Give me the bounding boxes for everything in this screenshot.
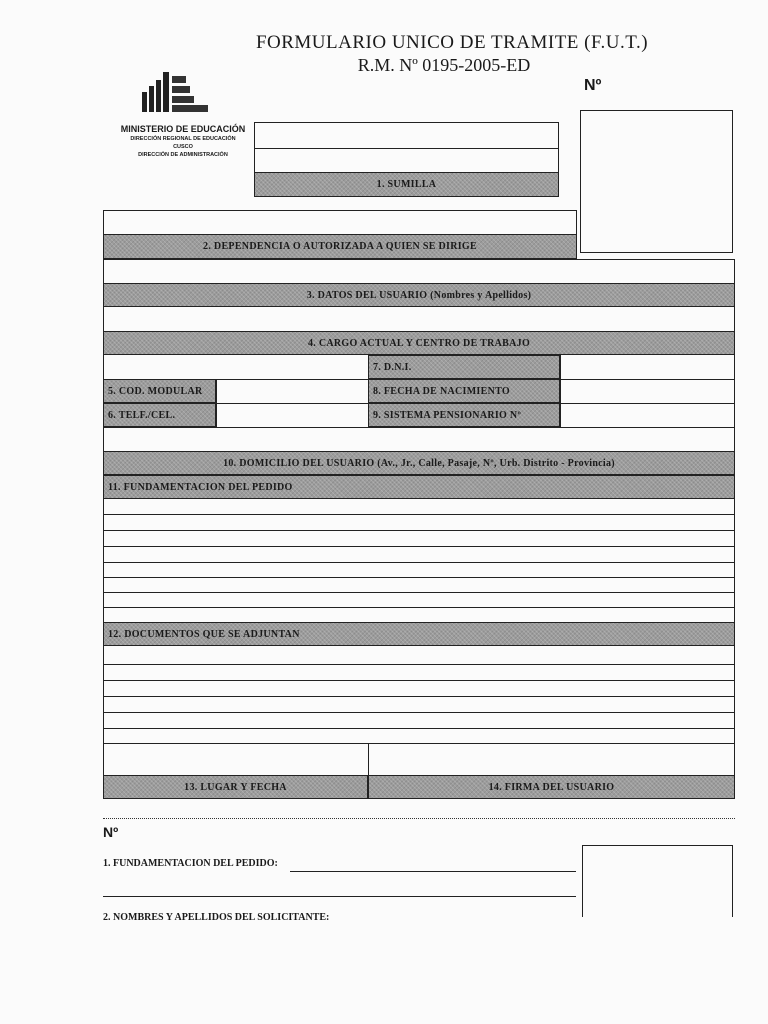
documentos-line-6[interactable] [103, 743, 735, 744]
fundamentacion-line-1[interactable] [103, 514, 735, 515]
fundamentacion-line-6[interactable] [103, 592, 735, 593]
documentos-line-2[interactable] [103, 680, 735, 681]
ministry-line2: CUSCO [173, 144, 193, 150]
ministry-logo-icon [140, 70, 210, 114]
section-1-sumilla: 1. SUMILLA [254, 172, 559, 197]
section-11-fundamentacion: 11. FUNDAMENTACION DEL PEDIDO [103, 475, 735, 499]
grid-line-c [103, 427, 735, 428]
section-3-datos-usuario: 3. DATOS DEL USUARIO (Nombres y Apellidos) [103, 283, 735, 307]
lugar-firma-divider [368, 743, 369, 775]
label-telf-cel: 6. TELF./CEL. [103, 403, 216, 427]
ministry-line1: DIRECCIÓN REGIONAL DE EDUCACIÓN [130, 136, 236, 142]
form-title: FORMULARIO UNICO DE TRAMITE (F.U.T.) [255, 32, 649, 53]
cut-line [103, 818, 735, 819]
ministry-name: MINISTERIO DE EDUCACIÓN [120, 124, 246, 134]
label-cod-modular: 5. COD. MODULAR [103, 379, 216, 403]
section-12-documentos: 12. DOCUMENTOS QUE SE ADJUNTAN [103, 622, 735, 646]
section-2-dependencia: 2. DEPENDENCIA O AUTORIZADA A QUIEN SE DIRIGE [103, 234, 577, 259]
label-sistema-pensionario: 9. SISTEMA PENSIONARIO Nº [368, 403, 560, 427]
section-4-cargo: 4. CARGO ACTUAL Y CENTRO DE TRABAJO [103, 331, 735, 355]
ministry-line3: DIRECCIÓN DE ADMINISTRACIÓN [138, 152, 228, 158]
grid-divider-left [216, 379, 217, 427]
photo-box [580, 110, 733, 253]
fundamentacion-line-3[interactable] [103, 546, 735, 547]
form-number-label: Nº [584, 77, 602, 94]
stub-item-2: 2. NOMBRES Y APELLIDOS DEL SOLICITANTE: [103, 912, 330, 920]
section-13-lugar-fecha: 13. LUGAR Y FECHA [103, 775, 368, 799]
fundamentacion-line-2[interactable] [103, 530, 735, 531]
stub-stamp-box [582, 845, 733, 917]
label-fecha-nacimiento: 8. FECHA DE NACIMIENTO [368, 379, 560, 403]
documentos-line-3[interactable] [103, 696, 735, 697]
label-dni: 7. D.N.I. [368, 355, 560, 379]
section-10-domicilio: 10. DOMICILIO DEL USUARIO (Av., Jr., Calle, Pasaje, Nº, Urb. Distrito - Provincia) [103, 451, 735, 475]
section-14-firma: 14. FIRMA DEL USUARIO [368, 775, 735, 799]
grid-divider-right [560, 355, 561, 427]
sumilla-line-1[interactable] [254, 148, 559, 149]
stub-line-1[interactable] [290, 871, 576, 872]
documentos-line-1[interactable] [103, 664, 735, 665]
stub-line-2[interactable] [103, 896, 576, 897]
fundamentacion-line-4[interactable] [103, 562, 735, 563]
stub-item-1: 1. FUNDAMENTACION DEL PEDIDO: [103, 858, 278, 869]
section-2-field[interactable] [103, 210, 577, 235]
form-resolution: R.M. Nº 0195-2005-ED [357, 55, 531, 75]
documentos-line-4[interactable] [103, 712, 735, 713]
documentos-line-5[interactable] [103, 728, 735, 729]
fundamentacion-line-7[interactable] [103, 607, 735, 608]
stub-number-label: Nº [103, 824, 119, 840]
fundamentacion-line-5[interactable] [103, 577, 735, 578]
